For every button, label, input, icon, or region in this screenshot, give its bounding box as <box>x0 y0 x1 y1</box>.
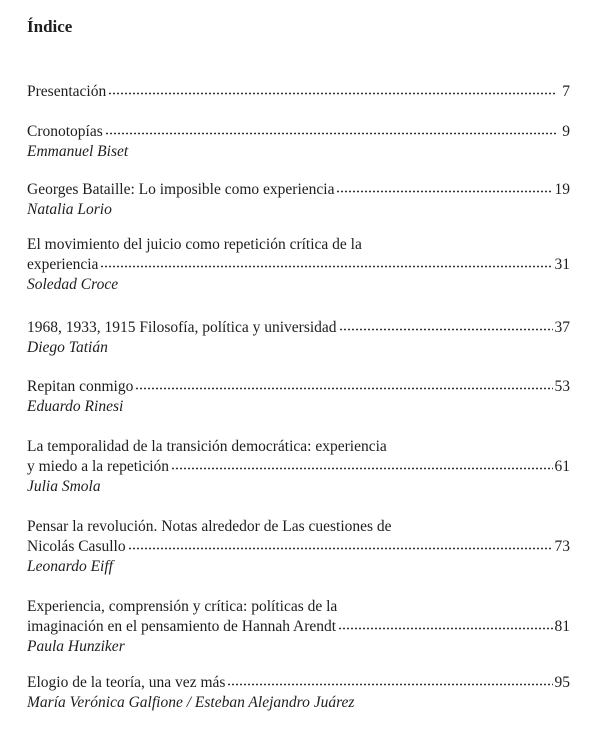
entry-title: Presentación <box>27 83 107 100</box>
entry-author: Paula Hunziker <box>27 638 125 655</box>
entry-title-line <box>27 235 570 255</box>
entry-author: Julia Smola <box>27 478 101 495</box>
entry-title-line <box>27 597 570 617</box>
entry-title: Elogio de la teoría, una vez más <box>27 674 226 691</box>
dot-leader <box>128 547 553 550</box>
dot-leader <box>171 467 552 470</box>
entry-title-line <box>27 122 570 142</box>
page-number: 73 <box>554 538 570 555</box>
entry-author: Soledad Croce <box>27 276 119 293</box>
entry-title-line <box>27 318 570 338</box>
entry-title-line <box>27 537 570 557</box>
toc-entry[interactable] <box>27 122 570 162</box>
entry-title: Cronotopías <box>27 123 103 140</box>
entry-title-line <box>27 617 570 637</box>
entry-title: 1968, 1933, 1915 Filosofía, política y universidad <box>27 319 337 336</box>
entry-author: Diego Tatián <box>27 339 108 356</box>
dot-leader <box>108 92 556 95</box>
entry-title: imaginación en el pensamiento de Hannah Arendt <box>27 618 337 635</box>
entry-title-line <box>27 673 570 693</box>
entry-title: Georges Bataille: Lo imposible como experiencia <box>27 181 335 198</box>
toc-entry[interactable] <box>27 180 570 220</box>
toc-entry[interactable] <box>27 517 570 577</box>
entry-title-line <box>27 517 570 537</box>
page-number: 31 <box>554 256 570 273</box>
entry-title-line <box>27 255 570 275</box>
entry-title-line <box>27 82 570 102</box>
entry-title: y miedo a la repetición <box>27 458 170 475</box>
entry-title-line <box>27 437 570 457</box>
entry-title: Experiencia, comprensión y crítica: políticas de la <box>27 598 338 615</box>
page-number: 53 <box>554 378 570 395</box>
page-number: 9 <box>562 123 570 140</box>
page-number: 61 <box>554 458 570 475</box>
dot-leader <box>100 265 552 268</box>
toc-entry[interactable] <box>27 318 570 358</box>
toc-entry[interactable] <box>27 437 570 497</box>
page-number: 81 <box>554 618 570 635</box>
entry-author: Emmanuel Biset <box>27 143 129 160</box>
dot-leader <box>339 328 553 331</box>
entry-title-line <box>27 457 570 477</box>
page-number: 7 <box>562 83 570 100</box>
page-title: Índice <box>27 17 73 36</box>
entry-title: Pensar la revolución. Notas alrededor de Las cuestiones de <box>27 518 392 535</box>
toc-entry[interactable] <box>27 82 570 102</box>
dot-leader <box>336 190 552 193</box>
toc-entry[interactable] <box>27 235 570 295</box>
page-number: 37 <box>554 319 570 336</box>
dot-leader <box>105 132 556 135</box>
entry-title: El movimiento del juicio como repetición crítica de la <box>27 236 362 253</box>
dot-leader <box>338 627 552 630</box>
entry-title: Nicolás Casullo <box>27 538 126 555</box>
entry-author: Natalia Lorio <box>27 201 112 218</box>
page-number: 19 <box>554 181 570 198</box>
entry-title-line <box>27 180 570 200</box>
toc-entry[interactable] <box>27 597 570 657</box>
dot-leader <box>135 387 552 390</box>
entry-author: Leonardo Eiff <box>27 558 113 575</box>
entry-title-line <box>27 377 570 397</box>
toc-entry[interactable] <box>27 377 570 417</box>
entry-title: Repitan conmigo <box>27 378 134 395</box>
entry-title: La temporalidad de la transición democrática: experiencia <box>27 438 387 455</box>
page-number: 95 <box>554 674 570 691</box>
entry-author: María Verónica Galfione / Esteban Alejandro Juárez <box>27 694 355 711</box>
entry-title: experiencia <box>27 256 99 273</box>
toc-entry[interactable] <box>27 673 570 713</box>
entry-author: Eduardo Rinesi <box>27 398 124 415</box>
dot-leader <box>227 683 552 686</box>
